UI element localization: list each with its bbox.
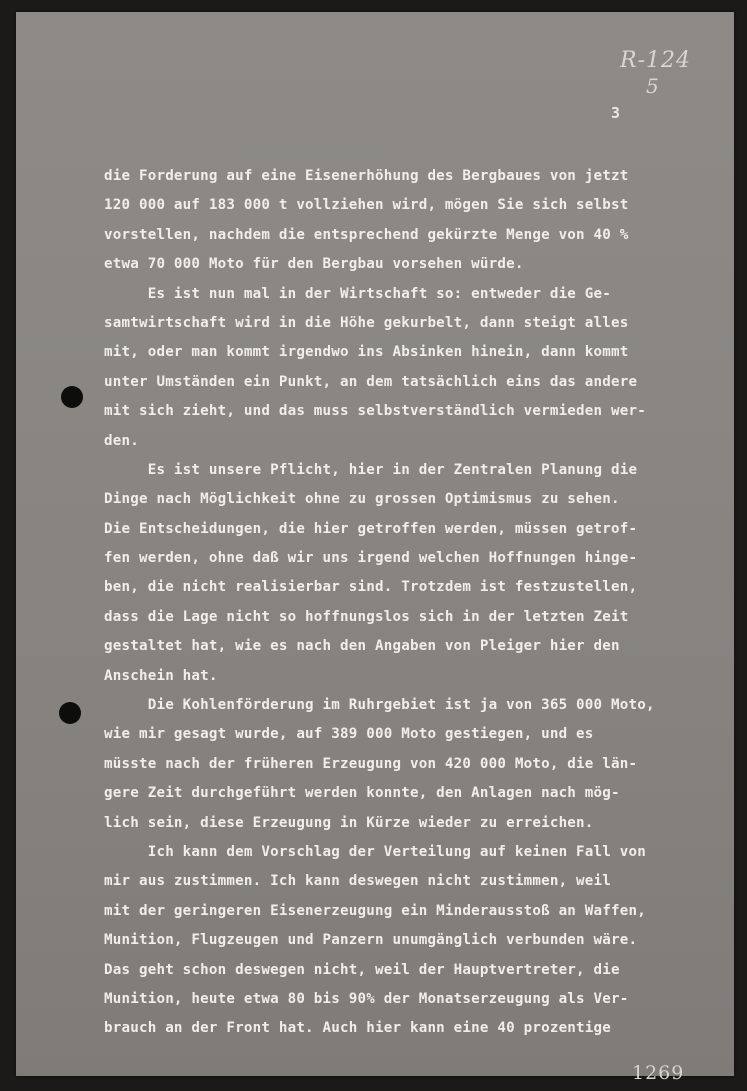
document-page [16, 12, 734, 1084]
text-line: müsste nach der früheren Erzeugung von 420 000 Moto, die län- [104, 755, 638, 772]
text-line: mit der geringeren Eisenerzeugung ein Minderausstoß an Waffen, [104, 902, 646, 919]
text-line: wie mir gesagt wurde, auf 389 000 Moto gestiegen, und es [104, 726, 594, 743]
punch-hole [61, 386, 83, 408]
text-line: gere Zeit durchgeführt werden konnte, den Anlagen nach mög- [104, 785, 620, 802]
text-line: mit, oder man kommt irgendwo ins Absinken hinein, dann kommt [104, 344, 629, 361]
text-line: Das geht schon deswegen nicht, weil der Hauptvertreter, die [104, 961, 620, 978]
text-line: die Forderung auf eine Eisenerhöhung des Bergbaues von jetzt [104, 168, 629, 184]
text-line: etwa 70 000 Moto für den Bergbau vorsehen würde. [104, 256, 524, 273]
punch-hole [59, 702, 81, 724]
text-line: unter Umständen ein Punkt, an dem tatsächlich eins das andere [104, 373, 638, 390]
text-line: den. [104, 432, 139, 449]
handwritten-ref-code: R-124 [620, 48, 691, 73]
text-line: mit sich zieht, und das muss selbstverständlich vermieden wer- [104, 403, 646, 420]
typed-body-text [104, 162, 689, 1044]
text-line: Ich kann dem Vorschlag der Verteilung auf keinen Fall von [104, 843, 646, 860]
text-line: 120 000 auf 183 000 t vollziehen wird, mögen Sie sich selbst [104, 197, 629, 214]
text-line: lich sein, diese Erzeugung in Kürze wieder zu erreichen. [104, 814, 594, 831]
text-line: Die Entscheidungen, die hier getroffen werden, müssen getrof- [104, 520, 638, 537]
text-line: Munition, Flugzeugen und Panzern unumgänglich verbunden wäre. [104, 932, 638, 949]
text-line: Munition, heute etwa 80 bis 90% der Monatserzeugung als Ver- [104, 990, 629, 1007]
handwritten-ref-sub: 5 [646, 74, 660, 98]
text-line: ben, die nicht realisierbar sind. Trotzdem ist festzustellen, [104, 579, 638, 596]
text-line: Anschein hat. [104, 667, 218, 684]
text-line: fen werden, ohne daß wir uns irgend welchen Hoffnungen hinge- [104, 550, 638, 567]
text-line: mir aus zustimmen. Ich kann deswegen nicht zustimmen, weil [104, 873, 612, 890]
text-line: gestaltet hat, wie es nach den Angaben von Pleiger hier den [104, 638, 620, 655]
text-line: Dinge nach Möglichkeit ohne zu grossen Optimismus zu sehen. [104, 491, 620, 508]
page-number: 3 [611, 104, 621, 122]
text-line: brauch an der Front hat. Auch hier kann eine 40 prozentige [104, 1020, 612, 1037]
text-line: Die Kohlenförderung im Ruhrgebiet ist ja von 365 000 Moto, [104, 697, 655, 714]
archive-stamp-number: 1269 [632, 1062, 685, 1084]
text-line: vorstellen, nachdem die entsprechend gekürzte Menge von 40 % [104, 226, 629, 243]
text-line: dass die Lage nicht so hoffnungslos sich in der letzten Zeit [104, 608, 629, 625]
text-line: samtwirtschaft wird in die Höhe gekurbelt, dann steigt alles [104, 314, 629, 331]
text-line: Es ist nun mal in der Wirtschaft so: entweder die Ge- [104, 285, 612, 302]
text-line: Es ist unsere Pflicht, hier in der Zentralen Planung die [104, 461, 638, 478]
